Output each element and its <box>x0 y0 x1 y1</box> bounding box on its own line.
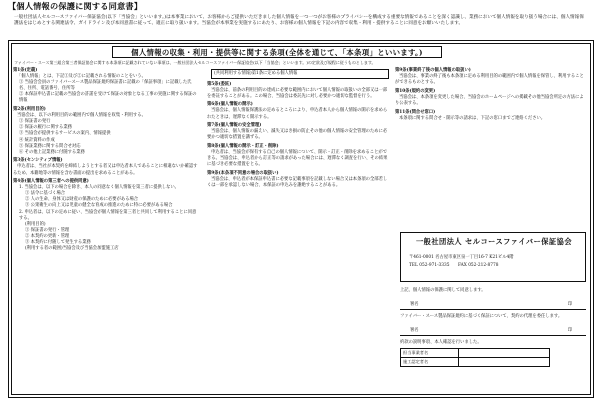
clause-text: 「個人情報」とは、下記①及び②に記載される情報のことをいう。 <box>17 74 146 80</box>
clause-text: 当協会は、本条項を変更した場合、当協会のホームページへの掲載その他当協会所定の方法により公表する。 <box>395 94 584 106</box>
clause-heading: 第4条(個人情報の第三者への提供同意) <box>13 179 89 185</box>
clause-text: ② 保証の履行に関する業務 <box>19 125 72 131</box>
clause-text: 当協会は、事業の終了後も本条項に定める利用目的の範囲内で個人情報を保管し、利用することができるものとする。 <box>395 74 584 86</box>
clause-text: 当協会は、以下の利用目的の範囲内で個人情報を収集・利用する。 <box>17 113 146 119</box>
clause-text: ④ 統計資料の作成 <box>19 137 55 143</box>
clause-text: ③ 公衆衛生の向上又は児童の健全な育成の推進のために特に必要がある場合 <box>25 203 173 209</box>
clause-text: ② 本契約の更新・管理 <box>25 233 70 239</box>
title-bracket-close: 】 <box>133 1 143 11</box>
clause-text: 申込者は、当協会が保有する自己の個人情報について、開示・訂正・削除を求めることができる。当協会は、申込者から訂正等の請求があった場合には、遅滞なく調査を行い、その結果に基づき必要な措置をとる。 <box>207 150 388 168</box>
clauses-column-1 <box>13 68 199 252</box>
clauses-subheading: ファイバー・スース第三組合第三者保証協会に関する本条項に記載されていない事項は、一般社団法人セルコースファイバー保証協会(以下「当協会」といいます。)の定款及び規程に従うものとします。 <box>14 60 376 65</box>
staff-row-2 <box>401 358 550 367</box>
clause-text: ③ 当協会が提供するサービスの案内、情報提供 <box>19 131 111 137</box>
document-title-text: 個人情報の保護に関する同意書 <box>16 1 134 11</box>
clause-text: (利用目的) <box>25 221 46 227</box>
clause-text: 申込者は、当社が本契約を締結しようとする者又は申込者本人であることに相違ないか確認するため、本籍地等の情報を含む書面の提出を求めることがある。 <box>13 164 198 176</box>
agent-consent-text: ファイバー・スース製品保証規約に基づく保証について、契約の代理を委任します。 <box>400 314 563 319</box>
signature-row-1[interactable] <box>400 296 586 310</box>
clauses-heading <box>112 46 442 58</box>
clause-heading: 第9条(事業終了後の個人情報の取扱い) <box>395 68 471 73</box>
clause-text: ③ 本契約に付随して発生する業務 <box>25 240 91 246</box>
confirmation-text: 約款の説明事項、本人確認を行いました。 <box>400 340 482 345</box>
staff-row-1 <box>401 349 550 358</box>
clause-heading: 第3条(センシティブ情報) <box>13 158 63 164</box>
clause-text: 当協会は、個人情報保護法の定めるところにより、申込者本人から個人情報の開示を求められたときは、遅滞なく開示する。 <box>207 108 388 120</box>
clause-text: ① 保証書の発行 <box>19 119 51 125</box>
staff-field-2[interactable] <box>459 358 550 367</box>
clause-heading: 第10条(規約の変更) <box>395 88 436 94</box>
staff-label-1: 担当事業者名 <box>401 349 459 358</box>
clause-heading: 第1条(定義) <box>13 68 38 73</box>
signature-label-2: 署名 <box>410 328 419 333</box>
clause-text: 本条項に関する問合せ・開示等の請求は、下記の窓口までご連絡ください。 <box>399 115 546 121</box>
organization-address: 〒461-0001 名古屋市東区泉一丁目16-7 K21ビル4階 <box>409 255 514 260</box>
clause-heading: 第9条(本条項不同意の場合の取扱い) <box>207 170 279 176</box>
clause-heading: 第7条(個人情報の安全管理) <box>207 123 262 129</box>
clause-text: ② 本保証申込書に記載の当協会の許諾を受けて保証の対象となる工事の実施に関する保証の情報 <box>19 92 197 104</box>
staff-label-2: 施工認定者名 <box>401 358 459 367</box>
clause-text: ① 当協会会員のファイバースース製品保証規約保証書に記載の「保証事項」に記載した氏名、住所、電話番号、住所等 <box>19 80 192 92</box>
clause-text: 当協会は、個人情報の漏えい、滅失又はき損の防止その他の個人情報の安全管理のために必要かつ適切な措置を講ずる。 <box>207 129 388 141</box>
clause-text: (利用する者の範囲)当協会及び当協会加盟施工店 <box>25 246 119 252</box>
signature-row-2[interactable] <box>400 322 586 336</box>
title-bar <box>0 0 600 14</box>
clause-text: 当協会は、申込者が本保証申込書に必要な記載事項を記載しない場合又は本条項の全部若しくは一部を承認しない場合、本保証の申込みを謝絶することがある。 <box>207 176 388 188</box>
clause-text: ① 法令に基づく場合 <box>25 191 66 197</box>
document-title <box>8 1 142 12</box>
clause-heading: 第11条(問合せ窓口) <box>395 109 436 115</box>
clause-heading: 第2条(利用目的) <box>13 107 46 113</box>
clause-text: ⑤ 保証業務に関する問合せ対応 <box>19 143 81 149</box>
clause-text: ② 人の生命、身体又は財産の保護のために必要がある場合 <box>25 197 139 203</box>
staff-table <box>400 348 550 367</box>
clause-text: 2. 申込者は、以下の定めに従い、当協会が個人情報を第三者と共同して利用することに同意する。 <box>19 209 197 221</box>
clause-heading: 第5条(委託) <box>207 81 232 87</box>
clause-text: 1. 当協会は、以下の場合を除き、本人の同意なく個人情報を第三者に提供しない。 <box>19 185 179 191</box>
clause-text: ⑥ その他上記業務に付随する業務 <box>19 149 85 155</box>
organization-phone: TEL 052-971-3335 FAX 052-212-8778 <box>409 263 499 268</box>
signature-label-1: 署名 <box>410 302 419 307</box>
title-bracket-open: 【 <box>8 1 17 11</box>
intro-paragraph: 一般社団法人セルコースファイバー保証協会(以下「当協会」といいます。)は本事業において、お客様からご提供いただきました個人情報を一つ一つがお客様のプライバシーを構成する重要な情報であることを深く認識し、業務において個人情報を取り扱う場合には、個人情報保護法をはじめとする関連法令、ガイドライン及び本同意書に従って、適正に取り扱います。当協会が本事業を実施するにあたり、お客様の個人情報を下記の内容で収集・利用・提供することに同意をお願いいたします。 <box>14 15 584 27</box>
organization-box <box>400 232 586 282</box>
organization-name: 一般社団法人 セルコースファイバー保証協会 <box>415 237 573 246</box>
seal-mark-2: 印 <box>567 328 572 333</box>
clause-heading: 第6条(個人情報の開示) <box>207 102 253 108</box>
clauses-column-2 <box>207 68 389 189</box>
clauses-column-3 <box>395 68 587 122</box>
consent-text: 上記、個人情報の保護に関して同意します。 <box>400 288 486 293</box>
consent-form <box>400 286 586 367</box>
clause-text: 当協会は、前条の利用目的の達成に必要な範囲内において個人情報の取扱いの全部又は一部を委託することがある。この場合、当協会は委託先に対し必要かつ適切な監督を行う。 <box>207 87 388 99</box>
clause-heading: 第8条(個人情報の開示・訂正・削除) <box>207 143 279 149</box>
clause-text: (共同利用する情報)第1条に定める個人情報 <box>211 69 389 79</box>
seal-mark-1: 印 <box>567 302 572 307</box>
staff-field-1[interactable] <box>459 349 550 358</box>
clauses-heading-text: 個人情報の収集・利用・提供等に関する条項(全体を通じて、「本条項」といいます。) <box>131 48 423 57</box>
clause-text: ① 保証書の発行・管理 <box>25 227 70 233</box>
